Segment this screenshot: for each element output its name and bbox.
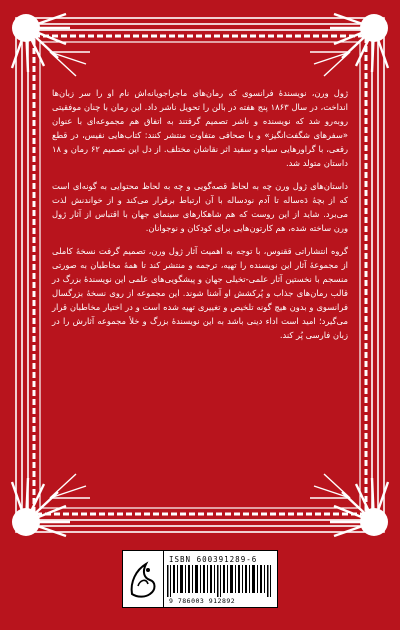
back-cover-text <box>52 86 348 536</box>
paragraph-2: داستان‌های ژول ورن چه به لحاظ قصه‌گویی و چه به لحاظ محتوایی به گونه‌ای است که از بچهٔ دَه‌ساله تا آدم نودساله با آن ارتباط برقرار می‌کند و از خواندنش لذت می‌برد. شاید از این روست که هم شاهکارهای سینمای جهان با اقتباس از آثار ژول ورن ساخته شده، هم کارتون‌هایی برای کودکان و نوجوانان. <box>52 181 348 233</box>
isbn-label: ISBN 600391289-6 <box>169 555 258 564</box>
barcode-box <box>122 550 278 608</box>
phoenix-logo-icon <box>126 556 160 602</box>
paragraph-3: گروه انتشاراتی ققنوس، با توجه به اهمیت آثار ژول ورن، تصمیم گرفت نسخهٔ کاملی از مجموعهٔ آثار این نویسنده را تهیه، ترجمه و منتشر کند تا همهٔ مخاطبان به صورتی منسجم با نخستین آثار علمی-تخیلی جهان و پیشگویی‌های علمی این نویسندهٔ بزرگ در قالب رمان‌های جذاب و پُرکشش او آشنا شوند. این مجموعه از روی نسخهٔ بزرگسال فرانسوی و بدون هیچ گونه تلخیص و تغییری تهیه شده است و در اختیار مخاطبان قرار می‌گیرد؛ امید است اداء دینی باشد به این نویسندهٔ بزرگ و خلأ مجموعه آثارش را در زبان فارسی پُر کند. <box>52 246 348 340</box>
barcode-number: 9 786003 912892 <box>169 597 236 605</box>
publisher-logo <box>123 551 164 607</box>
barcode-bars <box>167 565 273 597</box>
paragraph-1: ژول ورن، نویسندهٔ فرانسوی که رمان‌های ماجراجویانه‌اش نام او را سر زبان‌ها انداخت، در سال ۱۸۶۳ پنج هفته در بالن را تحویل ناشر داد. این رمان با چنان موفقیتی روبه‌رو شد که نویسنده و ناشر تصمیم گرفتند به اتفاق هم مجموعه‌ای با عنوان «سفرهای شگفت‌انگیز» و با صحافی متفاوت منتشر کنند: کتاب‌هایی نفیس، در قطع رقعی، با گراورهایی سیاه و سفید اثر نقاشان مختلف. از دل این تصمیم ۶۲ رمان و ۱۸ داستان متولد شد. <box>52 88 349 168</box>
